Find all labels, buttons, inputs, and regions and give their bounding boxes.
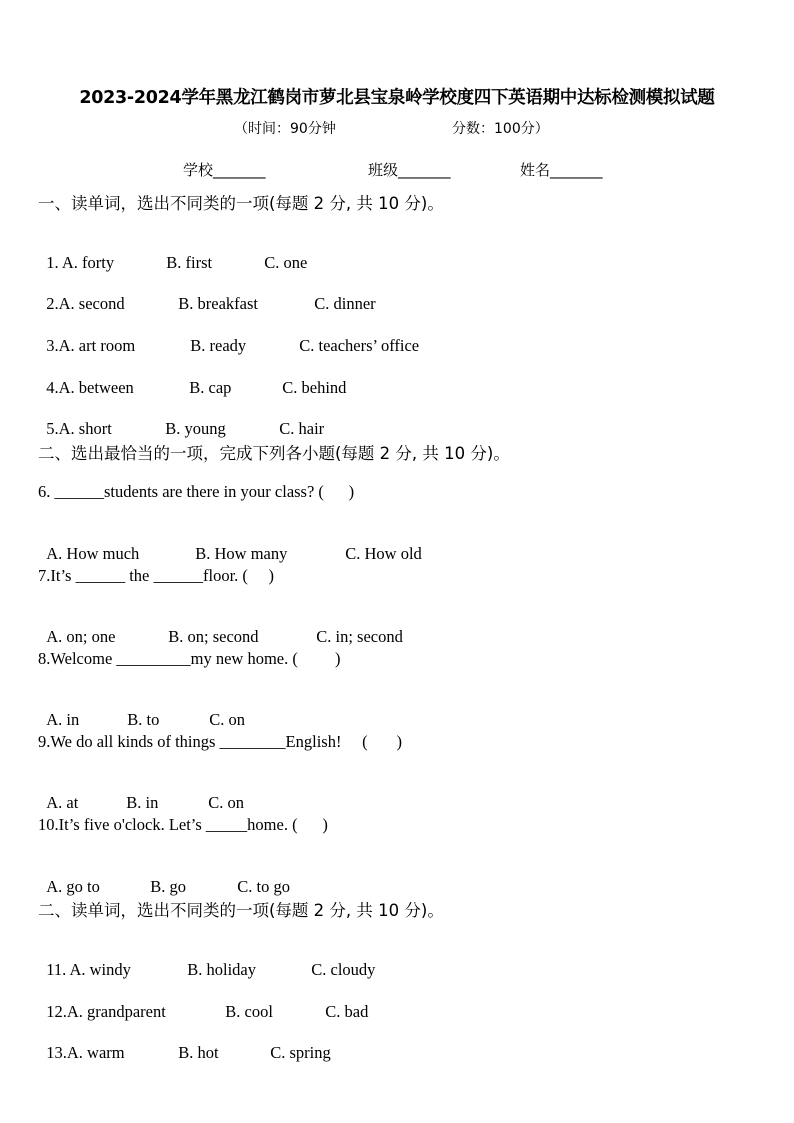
question-8-stem: 8.Welcome _________my new home. ( ): [38, 649, 341, 668]
option-a: A. go to: [46, 877, 100, 896]
exam-time: （时间：90分钟: [234, 121, 336, 137]
name-field: 姓名_______: [520, 161, 603, 179]
exam-score: 分数：100分）: [452, 121, 549, 137]
question-2: [38, 274, 376, 314]
option-c: C. cloudy: [311, 960, 376, 979]
option-c: C. on: [208, 793, 245, 812]
option-c: C. bad: [325, 1002, 369, 1021]
question-13: [38, 1023, 331, 1063]
exam-title: 2023-2024学年黑龙江鹤岗市萝北县宝泉岭学校度四下英语期中达标检测模拟试题: [79, 88, 715, 108]
option-b: B. in: [126, 793, 159, 812]
option-a: 3.A. art room: [46, 336, 136, 355]
question-12: [38, 982, 368, 1022]
option-b: B. hot: [178, 1043, 219, 1062]
option-b: B. on; second: [168, 627, 259, 646]
section-2-heading: 二、选出最恰当的一项，完成下列各小题(每题 2 分, 共 10 分)。: [38, 444, 510, 463]
option-b: B. breakfast: [178, 294, 258, 313]
option-c: C. behind: [282, 378, 347, 397]
option-a: A. How much: [46, 544, 140, 563]
option-b: B. holiday: [187, 960, 256, 979]
option-c: C. spring: [270, 1043, 331, 1062]
school-field: 学校_______: [183, 161, 266, 179]
question-9-stem: 9.We do all kinds of things ________English! ( ): [38, 732, 402, 751]
option-a: A. on; one: [46, 627, 116, 646]
question-6-options: [38, 524, 422, 564]
question-7-options: [38, 607, 403, 647]
option-a: 1. A. forty: [46, 253, 115, 272]
section-3-heading: 二、读单词，选出不同类的一项(每题 2 分, 共 10 分)。: [38, 901, 444, 920]
question-7-stem: 7.It’s ______ the ______floor. ( ): [38, 566, 275, 585]
option-c: C. one: [264, 253, 308, 272]
option-c: C. in; second: [316, 627, 403, 646]
option-b: B. young: [165, 419, 226, 438]
option-b: B. first: [166, 253, 213, 272]
option-b: B. ready: [190, 336, 247, 355]
option-a: 2.A. second: [46, 294, 125, 313]
option-c: C. on: [209, 710, 246, 729]
question-8-options: [38, 690, 245, 730]
question-4: [38, 358, 346, 398]
option-b: B. How many: [195, 544, 288, 563]
question-1: [38, 233, 307, 273]
option-a: 5.A. short: [46, 419, 112, 438]
question-11: [38, 940, 375, 980]
option-a: 4.A. between: [46, 378, 134, 397]
question-6-stem: 6. ______students are there in your class? ( ): [38, 482, 355, 501]
option-c: C. How old: [345, 544, 422, 563]
option-b: B. cap: [189, 378, 232, 397]
option-a: A. at: [46, 793, 79, 812]
option-a: 11. A. windy: [46, 960, 131, 979]
section-1-heading: 一、读单词，选出不同类的一项(每题 2 分, 共 10 分)。: [38, 194, 444, 213]
question-10-stem: 10.It’s five o'clock. Let’s _____home. ( ): [38, 815, 328, 834]
option-c: C. to go: [237, 877, 290, 896]
option-a: A. in: [46, 710, 80, 729]
option-a: 13.A. warm: [46, 1043, 125, 1062]
option-c: C. dinner: [314, 294, 376, 313]
option-b: B. cool: [225, 1002, 273, 1021]
option-c: C. teachers’ office: [299, 336, 420, 355]
option-c: C. hair: [279, 419, 325, 438]
option-b: B. go: [150, 877, 187, 896]
option-a: 12.A. grandparent: [46, 1002, 166, 1021]
question-3: [38, 316, 419, 356]
class-field: 班级_______: [368, 161, 451, 179]
question-5: [38, 399, 324, 439]
option-b: B. to: [127, 710, 160, 729]
question-10-options: [38, 857, 290, 897]
question-9-options: [38, 773, 244, 813]
